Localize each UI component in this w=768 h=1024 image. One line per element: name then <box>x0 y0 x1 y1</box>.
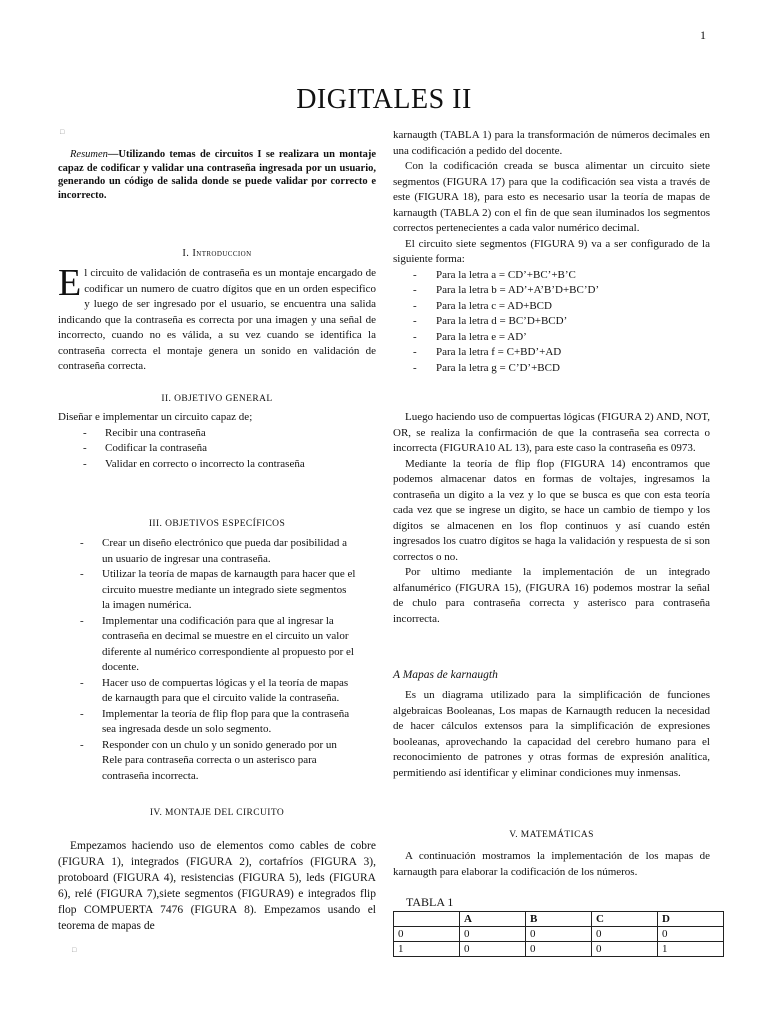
data-table <box>393 911 724 957</box>
right-column-text-2 <box>393 410 710 627</box>
list-item: - Crear un diseño electrónico que pueda dar posibilidad a un usuario de ingresar una contraseña. <box>58 536 356 567</box>
abstract: Resumen—Utilizando temas de circuitos I se realizara un montaje capaz de codificar y validar una contraseña ingresada por un usuario, generando un código de salida donde se puede validar por correcto e incorrecto. <box>58 149 376 201</box>
list-item: - Para la letra f = C+BD’+AD <box>393 345 710 361</box>
matematicas-paragraph: A continuación mostramos la implementación de los mapas de karnaugth para elaborar la codificación de los números. <box>393 850 710 878</box>
montaje-paragraph: Empezamos haciendo uso de elementos como cables de cobre (FIGURA 1), integrados (FIGURA 2), cortafríos (FIGURA 3), protoboard (FIGURA 4), resistencias (FIGURA 5), leds (FIGURA 6), relé (FIGURA 7),siete segmentos (FIGURA9) e integrados flip flop COMPUERTA 7476 (FIGURA 8). Empezamos usando el teorema de mapas de <box>58 840 376 932</box>
section-heading-matematicas: V. MATEMÁTICAS <box>509 830 594 840</box>
list-item: - Utilizar la teoría de mapas de karnaugth para hacer que el circuito muestre mediante un integrado siete segmentos la imagen numérica. <box>58 567 356 614</box>
table-cell: D <box>658 912 724 927</box>
table-cell: 0 <box>526 927 592 942</box>
table-cell: 0 <box>460 942 526 957</box>
table-cell: 0 <box>394 927 460 942</box>
corner-mark-icon: □ <box>72 946 77 954</box>
list-item: - Codificar la contraseña <box>58 441 376 457</box>
list-item: - Validar en correcto o incorrecto la contraseña <box>58 457 376 473</box>
table-cell: 1 <box>394 942 460 957</box>
section-heading-objetivo-general: II. OBJETIVO GENERAL <box>161 394 273 404</box>
section-heading-objetivos-especificos: III. OBJETIVOS ESPECÍFICOS <box>148 519 286 529</box>
table-cell: A <box>460 912 526 927</box>
corner-mark-icon: □ <box>60 128 65 136</box>
dropcap: E <box>58 262 82 304</box>
page-title: DIGITALES II <box>296 84 472 115</box>
list-item: - Hacer uso de compuertas lógicas y el la teoría de mapas de karnaugth para que el circuito valide la contraseña. <box>58 676 356 707</box>
section-heading-montaje: IV. MONTAJE DEL CIRCUITO <box>149 808 285 818</box>
objetivo-general-intro: Diseñar e implementar un circuito capaz de; <box>58 411 253 423</box>
list-item: - Para la letra a = CD’+BC’+B’C <box>393 268 710 284</box>
right-column-text <box>393 128 710 376</box>
list-item: - Para la letra e = AD’ <box>393 330 710 346</box>
abstract-text: Utilizando temas de circuitos I se realizara un montaje capaz de codificar y validar una contraseña ingresada por un usuario, generando un código de salida donde se puede validar por correcto e incorrecto. <box>58 149 376 201</box>
abstract-label: Resumen <box>70 149 108 160</box>
section-heading-intro: I. Introduccion <box>182 248 252 259</box>
paragraph: El circuito siete segmentos (FIGURA 9) va a ser configurado de la siguiente forma: <box>393 237 710 265</box>
objetivo-general <box>58 410 376 472</box>
table-cell: 0 <box>526 942 592 957</box>
table-row <box>394 927 724 942</box>
table-cell: B <box>526 912 592 927</box>
paragraph: karnaugth (TABLA 1) para la transformación de números decimales en una codificación a pedido del docente. <box>393 129 710 157</box>
list-item: - Para la letra c = AD+BCD <box>393 299 710 315</box>
list-item: - Para la letra g = C’D’+BCD <box>393 361 710 377</box>
subsection-heading-mapas: A Mapas de karnaugth <box>393 669 498 681</box>
table-cell <box>394 912 460 927</box>
objetivos-especificos <box>58 536 376 784</box>
table-cell: C <box>592 912 658 927</box>
list-item: - Para la letra d = BC’D+BCD’ <box>393 314 710 330</box>
list-item: - Para la letra b = AD’+A’B’D+BC’D’ <box>393 283 710 299</box>
page-number: 1 <box>700 28 706 42</box>
list-item: - Implementar la teoría de flip flop para que la contraseña sea ingresada desde un solo segmento. <box>58 707 356 738</box>
list-item: - Recibir una contraseña <box>58 426 376 442</box>
table-row <box>394 942 724 957</box>
table-cell: 1 <box>658 942 724 957</box>
table-header-row <box>394 912 724 927</box>
paragraph: Con la codificación creada se busca alimentar un circuito siete segmentos (FIGURA 17) para que la codificación sea vista a través de este (FIGURA 18), para esto es necesario usar la teoría de mapas de karnaugth (TABLA 2) con el fin de que sean iluminados los segmentos correctos pertenecientes a cada valor numérico decimal. <box>393 160 710 234</box>
table-caption: TABLA 1 <box>406 895 454 909</box>
intro-paragraph: El circuito de validación de contraseña es un montaje encargado de codificar un numero de cuatro dígitos que en un orden especifico y luego de ser ingresado por el usuario, se encuentra una salida indicando que la contraseña es correcta por una imagen y una señal de incorrecto, cuando no es válida, a su vez cuando se identifica la contraseña correcta el montaje genera un sonido en validación de contraseña correcta. <box>58 262 376 372</box>
mapas-paragraph: Es un diagrama utilizado para la simplificación de funciones algebraicas Booleanas, Los mapas de Karnaugth reducen la necesidad de hacer cálculos extensos para la simplificación de expresiones booleanas, aprovechando la capacidad del cerebro humano para el reconocimiento de patrones y otras formas de expresión analítica, permitiendo así identificar y eliminar condiciones muy inmensas. <box>393 689 710 779</box>
paragraph: Luego haciendo uso de compuertas lógicas (FIGURA 2) AND, NOT, OR, se realiza la confirmación de que la contraseña sea correcta o incorrecta (FIGURA10 AL 13), para este caso la contraseña es 0973. <box>393 411 710 454</box>
list-item: - Responder con un chulo y un sonido generado por un Rele para contraseña correcta o un asterisco para contraseña incorrecta. <box>58 738 356 785</box>
table-cell: 0 <box>658 927 724 942</box>
list-item: - Implementar una codificación para que al ingresar la contraseña en decimal se muestre en el circuito un valor diferente al numérico correspondiente al propuesto por el docente. <box>58 614 356 676</box>
paragraph: Mediante la teoría de flip flop (FIGURA 14) encontramos que podemos almacenar datos en formas de voltajes, ingresamos la contraseña un digito a la vez y lo que se busca es que con esta teoría cada vez que se ingrese un digito, se hace un cambio de tiempo y los dígitos se almacenen en los flop continuos y así cuando estén ingresados los cuatro dígitos se haga la validación y respuesta de si son correctos o no. <box>393 457 710 563</box>
table-cell: 0 <box>592 942 658 957</box>
table-cell: 0 <box>460 927 526 942</box>
paragraph: Por ultimo mediante la implementación de un integrado alfanumérico (FIGURA 15), (FIGURA 16) podemos mostrar la señal de chulo para contraseña correcta y asterisco para contraseña incorrecta. <box>393 566 710 625</box>
table-cell: 0 <box>592 927 658 942</box>
